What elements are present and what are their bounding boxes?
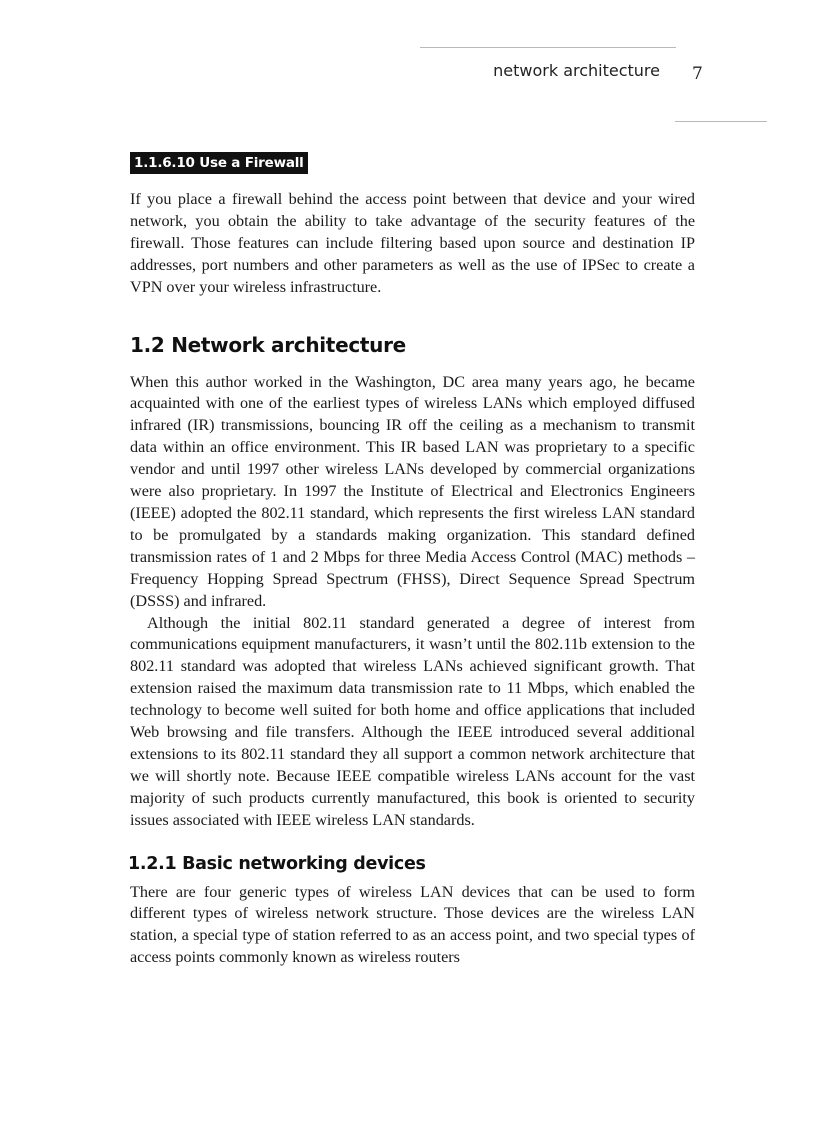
firewall-paragraph: If you place a firewall behind the access point between that device and your wired network, you obtain the ability to take advantage of the security features of the firewall. Those features can include filtering based upon source and destination IP addresses, port numbers and other parameters as well as the use of IPSec to create a VPN over your wireless infrastructure. [130,190,695,296]
section-heading-network-architecture: 1.2 Network architecture [130,332,406,357]
subsection-heading-use-a-firewall: 1.1.6.10 Use a Firewall [130,152,308,174]
network-architecture-paragraph-1: When this author worked in the Washington, DC area many years ago, he became acquainted with one of the earliest types of wireless LANs which employed diffused infrared (IR) transmissions, bouncing IR off the ceiling as a mechanism to transmit data within an office environment. This IR based LAN was proprietary to a specific vendor and until 1997 other wireless LANs developed by commercial organizations were also proprietary. In 1997 the Institute of Electrical and Electronics Engineers (IEEE) adopted the 802.11 standard, which represents the first wireless LAN standard to be promulgated by a standards making organization. This standard defined transmission rates of 1 and 2 Mbps for three Media Access Control (MAC) methods – Frequency Hopping Spread Spectrum (FHSS), Direct Sequence Spread Spectrum (DSSS) and infrared. [130,372,695,610]
header-rule [420,47,676,48]
page-body [130,152,695,969]
page-number: 7 [692,64,703,84]
subsection-heading-basic-networking-devices: 1.2.1 Basic networking devices [128,853,426,874]
running-head: network architecture [493,61,660,80]
basic-networking-devices-paragraph: There are four generic types of wireless LAN devices that can be used to form different types of wireless network structure. Those devices are the wireless LAN station, a special type of station referred to as an access point, and two special types of access points commonly known as wireless routers [130,882,695,967]
header-rule-right [675,121,767,122]
network-architecture-paragraph-2: Although the initial 802.11 standard generated a degree of interest from communications equipment manufacturers, it wasn’t until the 802.11b extension to the 802.11 standard was adopted that wireless LANs achieved significant growth. That extension raised the maximum data transmission rate to 11 Mbps, which enabled the technology to become well suited for both home and office applications that included Web browsing and file transfers. Although the IEEE introduced several additional extensions to its 802.11 standard they all support a common network architecture that we will shortly note. Because IEEE compatible wireless LANs account for the vast majority of such products currently manufactured, this book is oriented to security issues associated with IEEE wireless LAN standards. [130,613,695,829]
